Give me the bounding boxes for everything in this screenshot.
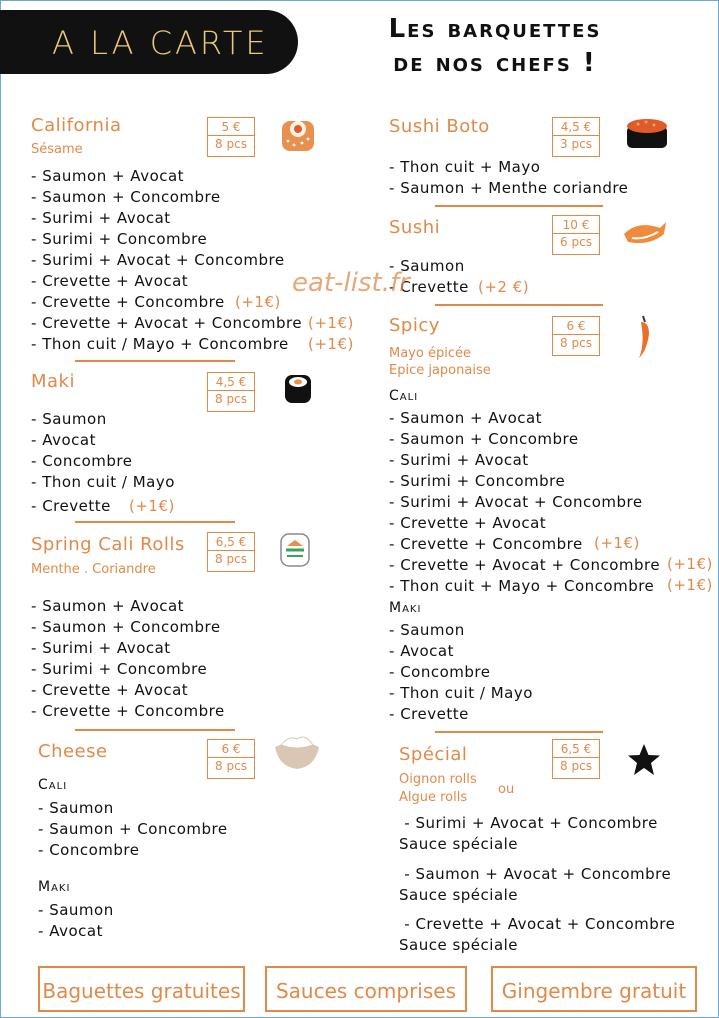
star-icon xyxy=(626,742,662,778)
page-title xyxy=(360,12,630,80)
list-item: - Crevette xyxy=(389,704,533,725)
chili-pepper-icon xyxy=(633,314,655,360)
maki-extra: (+1€) xyxy=(129,497,175,515)
sushi-boto-price: 4,5 € xyxy=(553,120,599,136)
list-item: - Surimi + Avocat xyxy=(31,638,225,659)
list-item: - Saumon + Concombre xyxy=(31,187,302,208)
list-item: - Crevette xyxy=(31,496,175,517)
special-pieces: 8 pcs xyxy=(560,759,592,773)
spicy-price-box xyxy=(552,316,600,356)
spicy-extra-2: (+1€) xyxy=(667,555,713,573)
special-item-3-sauce: Sauce spéciale xyxy=(399,936,519,954)
divider xyxy=(435,304,603,306)
list-item: - Saumon xyxy=(38,900,114,921)
list-item: - Saumon xyxy=(389,256,469,277)
divider xyxy=(435,205,603,207)
sushi-boto-list xyxy=(389,157,628,199)
list-item: - Saumon xyxy=(389,620,533,641)
shrimp-sushi-icon xyxy=(620,216,670,252)
list-item: - Surimi + Avocat xyxy=(31,208,302,229)
california-extra-1: (+1€) xyxy=(235,293,281,311)
divider xyxy=(75,360,235,362)
cheese-price: 6 € xyxy=(208,742,254,758)
california-pieces: 8 pcs xyxy=(215,137,247,151)
list-item: - Crevette xyxy=(389,277,469,298)
list-item: - Surimi + Avocat + Concombre xyxy=(31,250,302,271)
list-item: - Saumon + Avocat xyxy=(31,596,225,617)
list-item: - Avocat xyxy=(31,430,175,451)
footer-gingembre: Gingembre gratuit xyxy=(491,966,697,1012)
maki-icon xyxy=(282,372,314,406)
spring-roll-icon xyxy=(278,530,312,570)
california-subtitle: Sésame xyxy=(31,142,83,157)
special-price: 6,5 € xyxy=(553,742,599,758)
special-subtitle-1: Oignon rolls xyxy=(399,772,477,787)
section-title-cheese: Cheese xyxy=(38,741,108,762)
sushi-price: 10 € xyxy=(553,218,599,234)
california-extra-2: (+1€) xyxy=(308,314,354,332)
divider xyxy=(75,521,235,523)
spring-price-box xyxy=(207,532,255,572)
sushi-price-box xyxy=(552,215,600,255)
list-item: - Saumon xyxy=(31,409,175,430)
sushi-pieces: 6 pcs xyxy=(560,235,592,249)
special-item-1 xyxy=(399,813,658,855)
california-price-box xyxy=(207,117,255,157)
list-item: - Crevette + Avocat + Concombre xyxy=(389,555,660,576)
sushi-extra: (+2 €) xyxy=(478,278,530,296)
special-item-1-sauce: Sauce spéciale xyxy=(399,835,519,853)
header-banner xyxy=(0,10,298,74)
spicy-maki-list xyxy=(389,620,533,725)
spicy-extra-1: (+1€) xyxy=(594,534,640,552)
title-line-1: Les barquettes xyxy=(388,14,602,44)
cheese-maki-list xyxy=(38,900,114,942)
section-title-sushi: Sushi xyxy=(389,217,441,238)
sushi-boto-price-box xyxy=(552,117,600,157)
list-item: - Concombre xyxy=(31,451,175,472)
list-item: - Thon cuit / Mayo + Concombre xyxy=(31,334,302,355)
list-item: - Saumon + Concombre xyxy=(38,819,228,840)
section-title-california: California xyxy=(31,115,122,136)
list-item: - Crevette + Avocat xyxy=(31,680,225,701)
cheese-bowl-icon xyxy=(271,731,323,771)
cheese-pieces: 8 pcs xyxy=(215,759,247,773)
cheese-price-box xyxy=(207,739,255,779)
cheese-cali-list xyxy=(38,798,228,861)
maki-price: 4,5 € xyxy=(208,375,254,391)
watermark: eat-list.fr xyxy=(292,268,410,298)
header-label: A LA CARTE xyxy=(52,24,269,62)
list-item: - Concombre xyxy=(389,662,533,683)
list-item: - Crevette + Avocat xyxy=(31,271,302,292)
spicy-pieces: 8 pcs xyxy=(560,336,592,350)
california-roll-icon xyxy=(280,117,316,155)
maki-pieces: 8 pcs xyxy=(215,392,247,406)
list-item: - Concombre xyxy=(38,840,228,861)
spicy-subtitle-1: Mayo épicée xyxy=(389,346,471,361)
list-item: - Thon cuit + Mayo xyxy=(389,157,628,178)
spring-list xyxy=(31,596,225,722)
special-subtitle-2: Algue rolls xyxy=(399,790,468,805)
footer-sauces: Sauces comprises xyxy=(265,966,467,1012)
california-extra-3: (+1€) xyxy=(308,335,354,353)
list-item: - Saumon + Avocat xyxy=(31,166,302,187)
list-item: - Saumon + Menthe coriandre xyxy=(389,178,628,199)
cheese-cali-label: Cali xyxy=(38,777,68,793)
list-item: - Thon cuit / Mayo xyxy=(31,472,175,493)
list-item: - Crevette + Avocat + Concombre xyxy=(31,313,302,334)
list-item: - Surimi + Concombre xyxy=(31,229,302,250)
section-title-special: Spécial xyxy=(399,744,468,765)
spring-pieces: 8 pcs xyxy=(215,552,247,566)
spicy-price: 6 € xyxy=(553,319,599,335)
divider xyxy=(435,731,603,733)
spicy-cali-list xyxy=(389,408,660,597)
special-item-3-line: - Crevette + Avocat + Concombre xyxy=(399,915,676,933)
special-item-2-line: - Saumon + Avocat + Concombre xyxy=(399,865,672,883)
list-item: - Thon cuit + Mayo + Concombre xyxy=(389,576,660,597)
section-title-maki: Maki xyxy=(31,371,75,392)
title-line-2: de nos chefs ! xyxy=(393,48,597,78)
list-item: - Thon cuit / Mayo xyxy=(389,683,533,704)
list-item: - Crevette + Concombre xyxy=(31,701,225,722)
special-item-3 xyxy=(399,914,675,956)
california-list xyxy=(31,166,302,355)
footer-baguettes: Baguettes gratuites xyxy=(38,966,245,1012)
section-title-spicy: Spicy xyxy=(389,315,440,336)
divider xyxy=(75,729,235,731)
spring-price: 6,5 € xyxy=(208,535,254,551)
list-item: - Saumon xyxy=(38,798,228,819)
list-item: - Crevette + Concombre xyxy=(389,534,660,555)
special-price-box xyxy=(552,739,600,779)
list-item: - Surimi + Avocat + Concombre xyxy=(389,492,660,513)
spicy-subtitle-2: Epice japonaise xyxy=(389,363,491,378)
sushi-boto-pieces: 3 pcs xyxy=(560,137,592,151)
special-item-1-line: - Surimi + Avocat + Concombre xyxy=(399,814,658,832)
list-item: - Crevette + Avocat xyxy=(389,513,660,534)
special-subtitle-or: ou xyxy=(498,782,515,797)
spicy-cali-label: Cali xyxy=(389,388,419,404)
sushi-boto-icon xyxy=(624,114,670,152)
special-item-2 xyxy=(399,864,671,906)
section-title-sushi-boto: Sushi Boto xyxy=(389,116,490,137)
california-price: 5 € xyxy=(208,120,254,136)
maki-price-box xyxy=(207,372,255,412)
list-item: - Saumon + Concombre xyxy=(389,429,660,450)
list-item: - Surimi + Concombre xyxy=(389,471,660,492)
spring-subtitle: Menthe . Coriandre xyxy=(31,562,156,577)
list-item: - Surimi + Concombre xyxy=(31,659,225,680)
list-item: - Saumon + Concombre xyxy=(31,617,225,638)
list-item: - Crevette + Concombre xyxy=(31,292,302,313)
cheese-maki-label: Maki xyxy=(38,879,71,895)
list-item: - Avocat xyxy=(38,921,114,942)
list-item: - Saumon + Avocat xyxy=(389,408,660,429)
list-item: - Surimi + Avocat xyxy=(389,450,660,471)
spicy-extra-3: (+1€) xyxy=(667,576,713,594)
section-title-spring-cali-rolls: Spring Cali Rolls xyxy=(31,534,185,555)
spicy-maki-label: Maki xyxy=(389,600,422,616)
special-item-2-sauce: Sauce spéciale xyxy=(399,886,519,904)
list-item: - Avocat xyxy=(389,641,533,662)
